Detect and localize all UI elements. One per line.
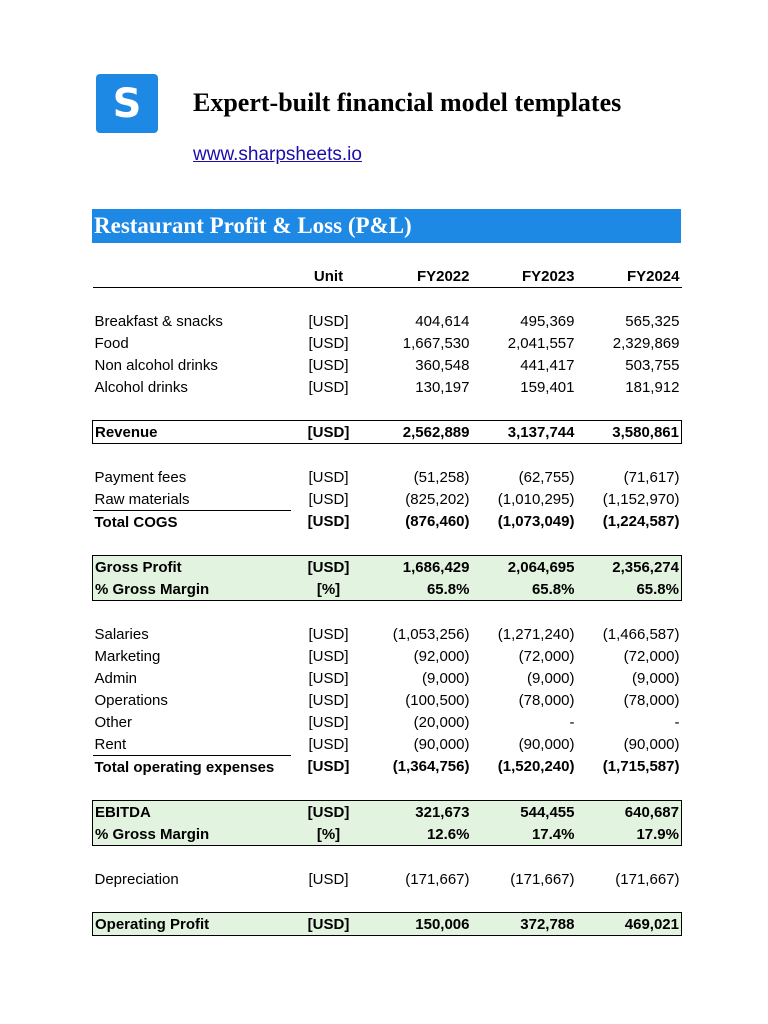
row-unit: [USD] [308,356,349,374]
page-headline: Expert-built financial model templates [193,88,622,117]
row-fy2023: 372,788 [472,913,577,936]
row-label: Salaries [94,625,149,643]
row-label: Payment fees [94,468,187,486]
row-label: Food [94,334,129,352]
row-fy2023: 2,041,557 [507,334,575,352]
row-unit: [USD] [308,870,349,888]
row-label: Revenue [93,421,291,444]
row-fy2022: (92,000) [413,647,470,665]
row-fy2022: 360,548 [415,356,470,374]
header-fy2022: FY2022 [367,265,472,288]
row-fy2022: 12.6% [367,823,472,846]
row-label: Depreciation [94,870,179,888]
row-fy2024: 640,687 [577,801,682,824]
row-fy2023: 2,064,695 [472,556,577,579]
row-fy2024: (9,000) [631,669,680,687]
row-label: Marketing [94,647,161,665]
row-fy2022: (825,202) [405,490,470,508]
row-label: Admin [94,669,138,687]
header-label [93,265,291,288]
row-fy2022: 130,197 [415,378,470,396]
row-unit: [USD] [308,378,349,396]
header-unit: Unit [291,265,367,288]
row-fy2024: 17.9% [577,823,682,846]
table-row [93,645,682,667]
row-fy2023: 495,369 [520,312,575,330]
row-fy2023: (78,000) [518,691,575,709]
row-unit: [USD] [307,758,350,776]
row-fy2024: 469,021 [577,913,682,936]
row-label: Raw materials [93,488,291,511]
row-unit: [USD] [308,625,349,643]
row-label: Breakfast & snacks [94,312,223,330]
table-row [93,667,682,689]
row-fy2023: 3,137,744 [472,421,577,444]
row-fy2024: 503,755 [625,356,680,374]
ebitda-margin-row [93,823,682,846]
row-fy2023: (72,000) [518,647,575,665]
row-fy2023: 17.4% [472,823,577,846]
row-fy2022: 404,614 [415,312,470,330]
row-unit: [USD] [308,468,349,486]
row-label: % Gross Margin [93,578,291,601]
row-fy2024: (90,000) [623,735,680,753]
row-label: Gross Profit [93,556,291,579]
row-fy2023: 159,401 [520,378,575,396]
row-fy2023: (9,000) [526,669,575,687]
operating-profit-row [93,913,682,936]
row-fy2023: (1,520,240) [497,758,575,776]
row-unit: [USD] [307,513,350,531]
row-unit: [USD] [308,735,349,753]
gross-margin-row [93,578,682,601]
ebitda-row [93,801,682,824]
row-fy2024: (1,224,587) [602,513,680,531]
header-fy2024: FY2024 [577,265,682,288]
row-fy2023: (1,073,049) [497,513,575,531]
row-fy2023: (90,000) [518,735,575,753]
row-fy2022: 1,667,530 [402,334,470,352]
table-row [93,354,682,376]
gross-profit-row [93,556,682,579]
table-row [93,711,682,733]
row-label: Rent [93,733,291,756]
row-label: Operations [94,691,168,709]
row-label: Other [94,713,133,731]
row-fy2023: 441,417 [520,356,575,374]
row-unit: [USD] [291,556,367,579]
table-row [93,376,682,398]
row-fy2022: 65.8% [367,578,472,601]
row-fy2022: (876,460) [405,513,470,531]
row-label: Total operating expenses [94,758,275,776]
row-fy2024: 2,329,869 [612,334,680,352]
table-row [93,689,682,711]
row-fy2022: (51,258) [413,468,470,486]
header-fy2023: FY2023 [472,265,577,288]
row-unit: [USD] [291,913,367,936]
total-row-cogs [93,511,682,534]
row-fy2024: (171,667) [615,870,680,888]
table-row [93,868,682,890]
row-fy2022: 2,562,889 [367,421,472,444]
row-fy2023: 544,455 [472,801,577,824]
report-title: Restaurant Profit & Loss (P&L) [92,209,681,243]
row-fy2022: (100,500) [405,691,470,709]
row-fy2024: 181,912 [625,378,680,396]
row-fy2022: 321,673 [367,801,472,824]
row-unit: [USD] [308,334,349,352]
row-unit: [USD] [308,490,349,508]
sharpsheets-logo [96,74,158,133]
row-unit: [USD] [308,312,349,330]
website-link[interactable]: www.sharpsheets.io [193,144,362,165]
table-row [93,733,682,756]
row-fy2024: - [674,713,680,731]
row-fy2022: (1,364,756) [392,758,470,776]
row-fy2022: (9,000) [421,669,470,687]
row-fy2023: (171,667) [510,870,575,888]
pl-table [92,265,682,936]
row-fy2024: (1,715,587) [602,758,680,776]
row-fy2023: 65.8% [472,578,577,601]
row-fy2022: 150,006 [367,913,472,936]
row-label: Operating Profit [93,913,291,936]
row-unit: [USD] [308,669,349,687]
row-fy2022: (171,667) [405,870,470,888]
row-unit: [USD] [291,801,367,824]
row-fy2024: (72,000) [623,647,680,665]
row-fy2024: (71,617) [623,468,680,486]
row-fy2024: (1,466,587) [602,625,680,643]
row-label: EBITDA [93,801,291,824]
row-fy2023: (1,271,240) [497,625,575,643]
table-row [93,488,682,511]
row-fy2022: (90,000) [413,735,470,753]
row-fy2024: 65.8% [577,578,682,601]
row-fy2022: (1,053,256) [392,625,470,643]
total-row-revenue [93,421,682,444]
row-unit: [USD] [308,713,349,731]
row-fy2024: 2,356,274 [577,556,682,579]
row-fy2023: (1,010,295) [497,490,575,508]
row-label: Alcohol drinks [94,378,188,396]
table-row [93,332,682,354]
row-fy2023: (62,755) [518,468,575,486]
row-unit: [USD] [308,691,349,709]
row-fy2024: 565,325 [625,312,680,330]
table-row [93,466,682,488]
row-fy2023: - [569,713,575,731]
logo-letter: S [112,80,142,127]
total-row-opex [93,756,682,779]
row-fy2022: (20,000) [413,713,470,731]
row-fy2022: 1,686,429 [367,556,472,579]
row-label: Non alcohol drinks [94,356,218,374]
table-row [93,310,682,332]
row-fy2024: (1,152,970) [602,490,680,508]
header-row [93,265,682,288]
row-fy2024: (78,000) [623,691,680,709]
row-unit: [%] [291,823,367,846]
row-label: % Gross Margin [93,823,291,846]
row-unit: [%] [291,578,367,601]
table-row [93,623,682,645]
row-unit: [USD] [308,647,349,665]
row-label: Total COGS [94,513,178,531]
row-fy2024: 3,580,861 [577,421,682,444]
row-unit: [USD] [291,421,367,444]
